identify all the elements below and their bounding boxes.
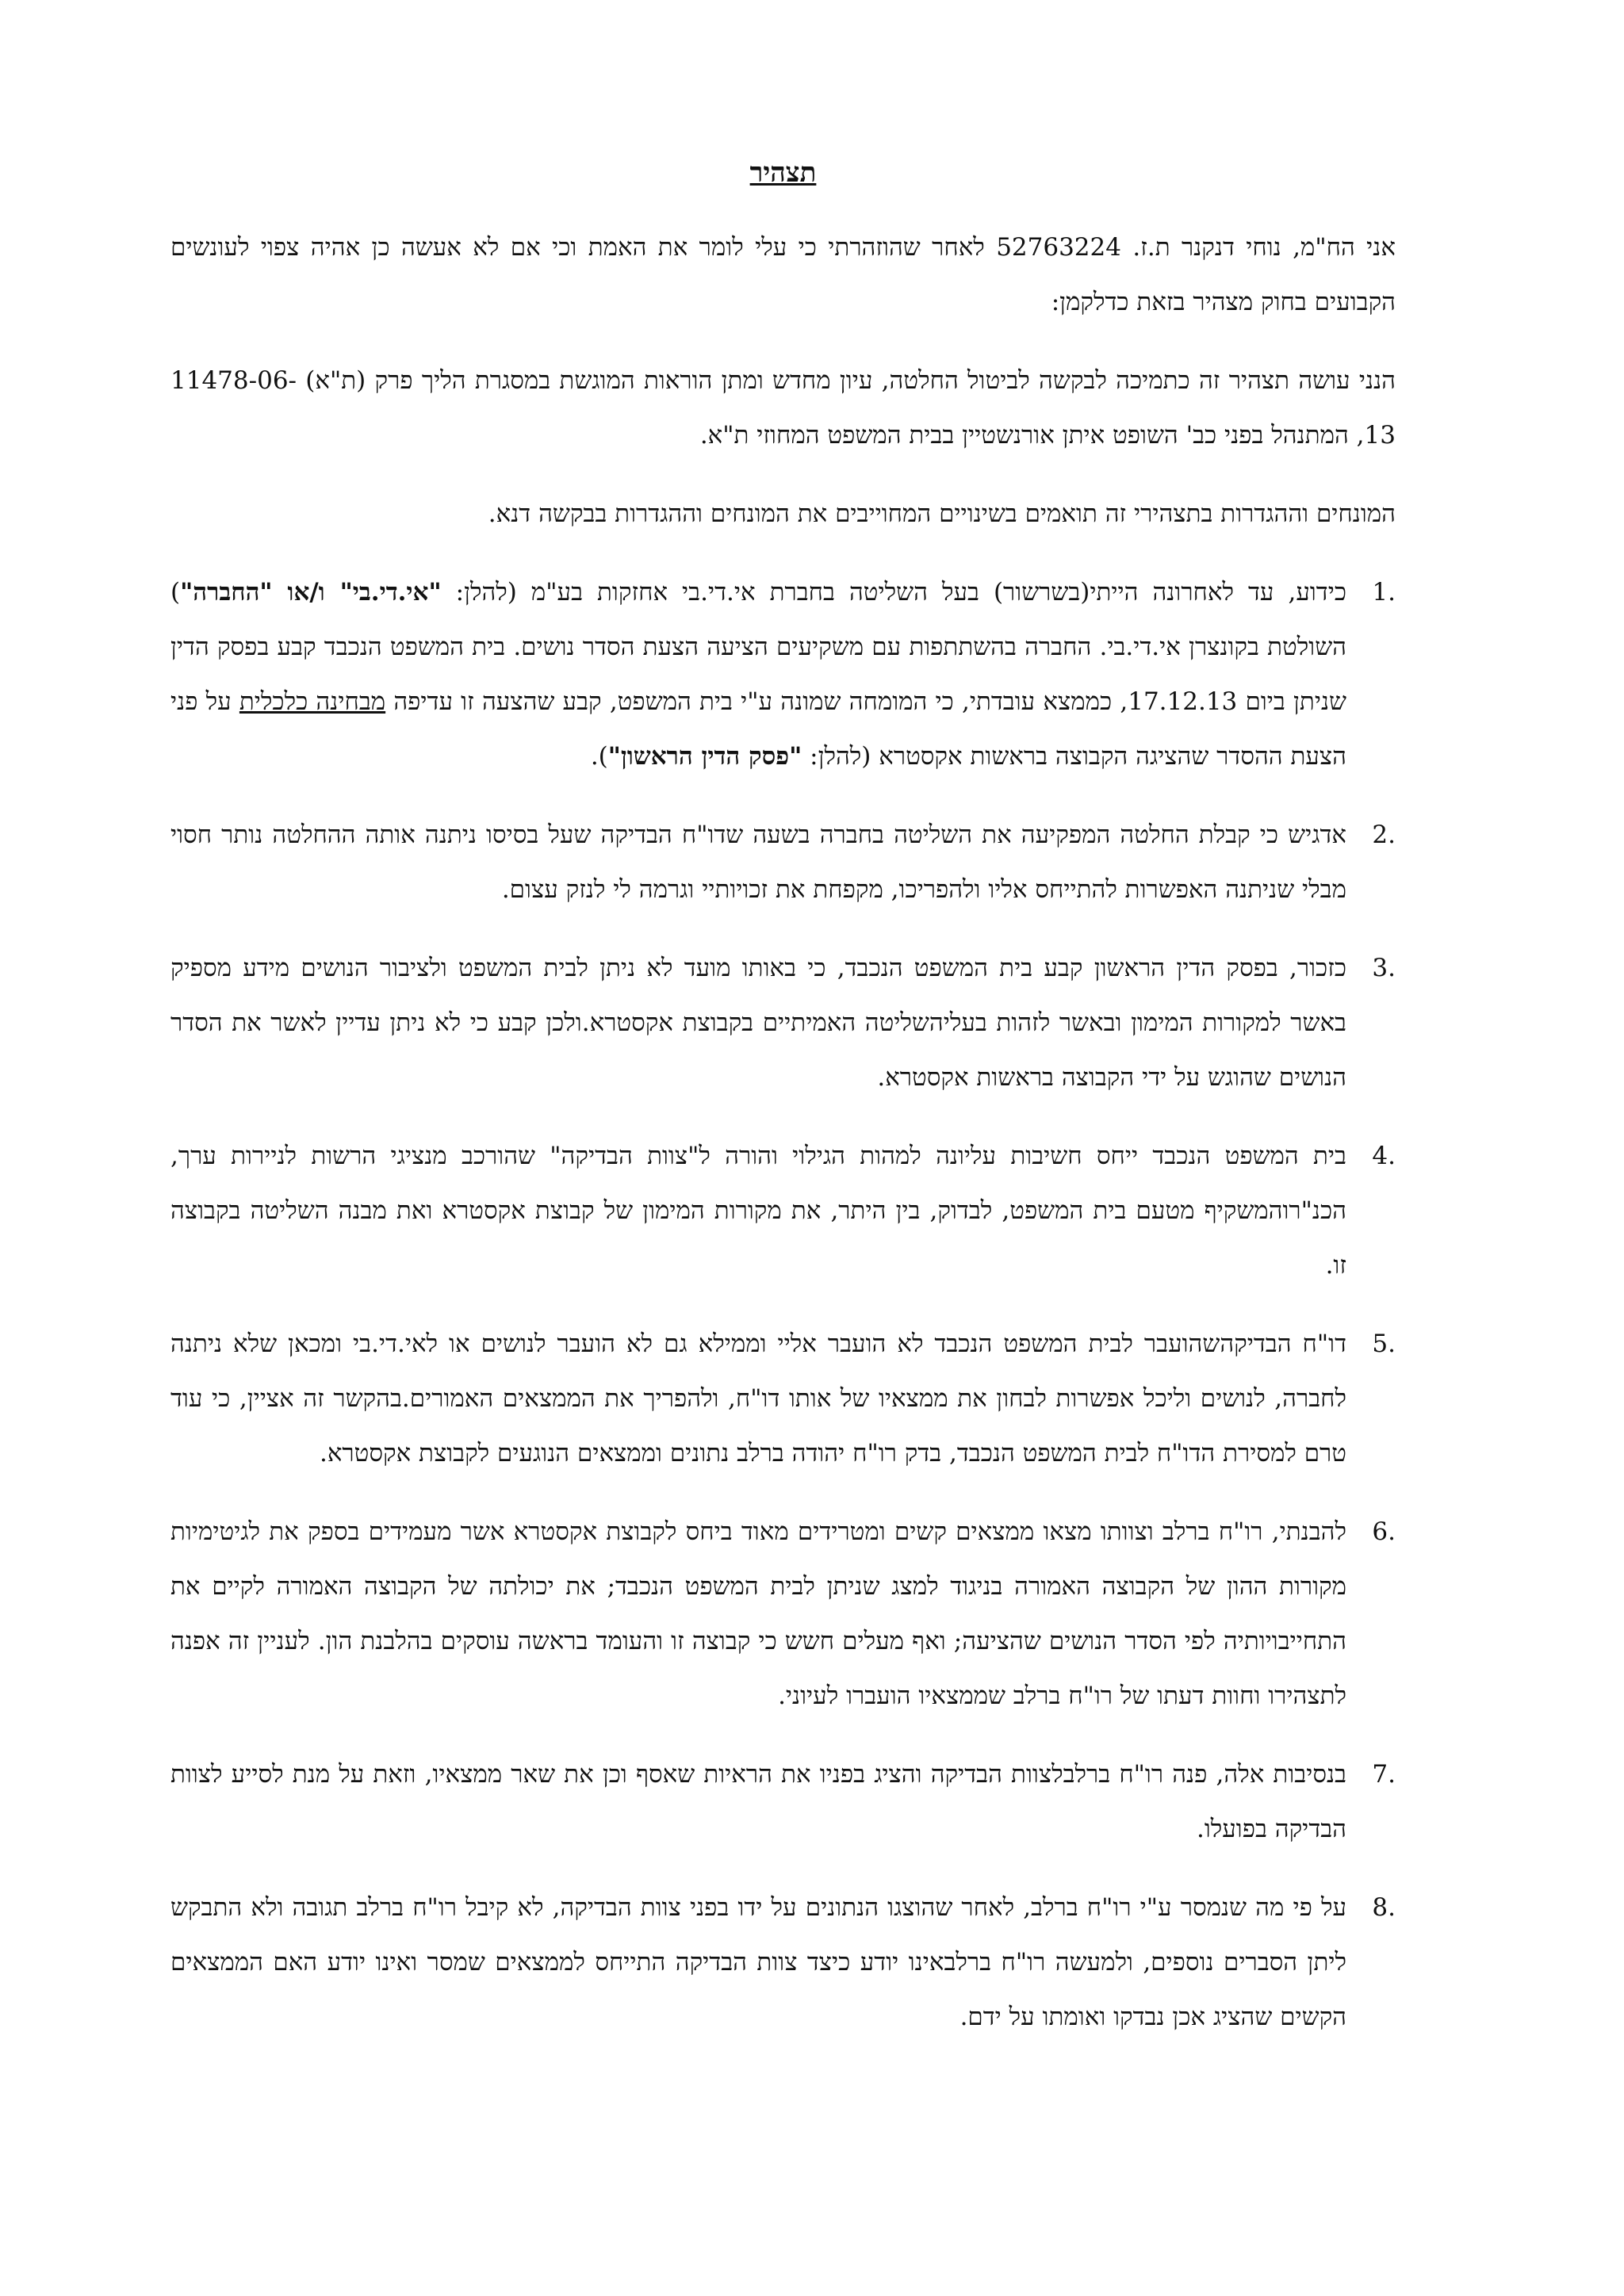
numbered-item-7 [170, 1747, 1396, 1857]
item-text: בנסיבות אלה, פנה רו"ח ברלבלצוות הבדיקה והציג בפניו את הראיות שאסף וכן את שאר ממצאיו, וזאת על מנת לסייע לצוות הבדיקה בפועלו. [170, 1760, 1346, 1843]
numbered-item-3 [170, 941, 1396, 1105]
numbered-item-2 [170, 808, 1396, 917]
item-1-text-part-2: ) השולטת בקונצרן אי.די.בי. החברה בהשתתפות עם משקיעים הציעה הצעת הסדר נושים. בית המשפט הנכבד קבע בפסק הדין שניתן ביום 17.12.13, כממצא עובדתי, כי המומחה שמונה ע"י בית המשפט, קבע שהצעה זו עדיפה [170, 578, 1346, 716]
item-number: 4. [1372, 1142, 1396, 1170]
item-1-text-part-4: ). [590, 742, 608, 771]
intro-paragraph: אני הח"מ, נוחי דנקנר ת.ז. 52763224 לאחר שהוזהרתי כי עלי לומר את האמת וכי אם לא אעשה כן אהיה צפוי לעונשים הקבועים בחוק מצהיר בזאת כדלקמן: [170, 233, 1396, 316]
item-text: בית המשפט הנכבד ייחס חשיבות עליונה למהות הגילוי והורה ל"צוות הבדיקה" שהורכב מנציגי הרשות לניירות ערך, הכנ"רוהמשקיף מטעם בית המשפט, לבדוק, בין היתר, את מקורות המימון של קבוצת אקסטרא ואת מבנה השליטה בקבוצה זו. [170, 1142, 1346, 1280]
numbered-item-1 [170, 565, 1396, 784]
document-title: תצהיר [749, 157, 817, 189]
item-1-underlined-phrase: מבחינה כלכלית [239, 687, 386, 716]
item-number: 2. [1372, 821, 1396, 849]
purpose-text-after: , המתנהל בפני כב' השופט איתן אורנשטיין בבית המשפט המחוזי ת"א. [699, 421, 1365, 450]
item-number: 7. [1372, 1760, 1396, 1789]
item-text: דו"ח הבדיקהשהועבר לבית המשפט הנכבד לא הועבר אליי וממילא גם לא הועבר לנושים או לאי.די.בי ומכאן שלא ניתנה לחברה, לנושים וליכל אפשרות לבחון את ממצאיו של אותו דו"ח, ולהפריך את הממצאים האמורים.בהקשר זה אציין, כי עוד טרם למסירת הדו"ח לבית המשפט הנכבד, בדק רו"ח יהודה ברלב נתונים וממצאים הנוגעים לקבוצת אקסטרא. [170, 1330, 1346, 1468]
item-1-text-part-1: כידוע, עד לאחרונה הייתי(בשרשור) בעל השליטה בחברת אי.די.בי אחזקות בע"מ (להלן: [441, 578, 1346, 607]
item-number: 8. [1372, 1893, 1396, 1922]
purpose-paragraph [170, 354, 1396, 463]
item-number: 6. [1372, 1517, 1396, 1546]
item-1-bold-defined-term-ruling: "פסק הדין הראשון" [607, 742, 802, 771]
numbered-item-5 [170, 1317, 1396, 1481]
item-text: על פי מה שנמסר ע"י רו"ח ברלב, לאחר שהוצגו הנתונים על ידו בפני צוות הבדיקה, לא קיבל רו"ח ברלב תגובה ולא התבקש ליתן הסברים נוספים, ולמעשה רו"ח ברלבאינו יודע כיצד צוות הבדיקה התייחס לממצאים שמסר ואינו יודע האם הממצאים הקשים שהציג אכן נבדקו ואומתו על ידם. [170, 1893, 1346, 2031]
item-number: 3. [1372, 954, 1396, 982]
item-number: 5. [1372, 1330, 1396, 1358]
item-text: להבנתי, רו"ח ברלב וצוותו מצאו ממצאים קשים ומטרידים מאוד ביחס לקבוצת אקסטרא אשר מעמידים בספק את לגיטימיות מקורות ההון של הקבוצה האמורה בניגוד למצג שניתן לבית המשפט הנכבד; את יכולתה של הקבוצה האמורה לקיים את התחייבויותיה לפי הסדר הנושים שהציעה; ואף מעלים חשש כי קבוצה זו והעומד בראשה עוסקים בהלבנת הון. לעניין זה אפנה לתצהירו וחוות דעתו של רו"ח ברלב שממצאיו הועברו לעיוני. [170, 1517, 1346, 1710]
definitions-paragraph: המונחים וההגדרות בתצהירי זה תואמים בשינויים המחוייבים את המונחים וההגדרות בבקשה דנא. [488, 499, 1396, 528]
numbered-item-4 [170, 1129, 1396, 1293]
purpose-text-before: הנני עושה תצהיר זה כתמיכה לבקשה לביטול החלטה, עיון מחדש ומתן הוראות המוגשת במסגרת הליך פרק (ת"א) [305, 366, 1396, 395]
numbered-item-6 [170, 1505, 1396, 1724]
affidavit-page [170, 157, 1396, 2068]
item-1-text-part-3: על פני הצעת ההסדר שהציגה הקבוצה בראשות אקסטרא (להלן: [170, 687, 1346, 771]
item-text: כזכור, בפסק הדין הראשון קבע בית המשפט הנכבד, כי באותו מועד לא ניתן לבית המשפט ולציבור הנושים מידע מספיק באשר למקורות המימון ובאשר לזהות בעליהשליטה האמיתיים בקבוצת אקסטרא.ולכן קבע כי לא ניתן עדיין לאשר את הסדר הנושים שהוגש על ידי הקבוצה בראשות אקסטרא. [170, 954, 1346, 1092]
numbered-item-8 [170, 1881, 1396, 2045]
item-1-bold-defined-term-company: "אי.די.בי" ו/או "החברה" [180, 578, 442, 607]
case-number: 11478-06-13 [170, 366, 1396, 450]
item-number: 1. [1372, 578, 1396, 607]
item-text: אדגיש כי קבלת החלטה המפקיעה את השליטה בחברה בשעה שדו"ח הבדיקה שעל בסיסו ניתנה אותה ההחלטה נותר חסוי מבלי שניתנה האפשרות להתייחס אליו ולהפריכו, מקפחת את זכויותיי וגרמה לי לנזק עצום. [170, 821, 1346, 904]
